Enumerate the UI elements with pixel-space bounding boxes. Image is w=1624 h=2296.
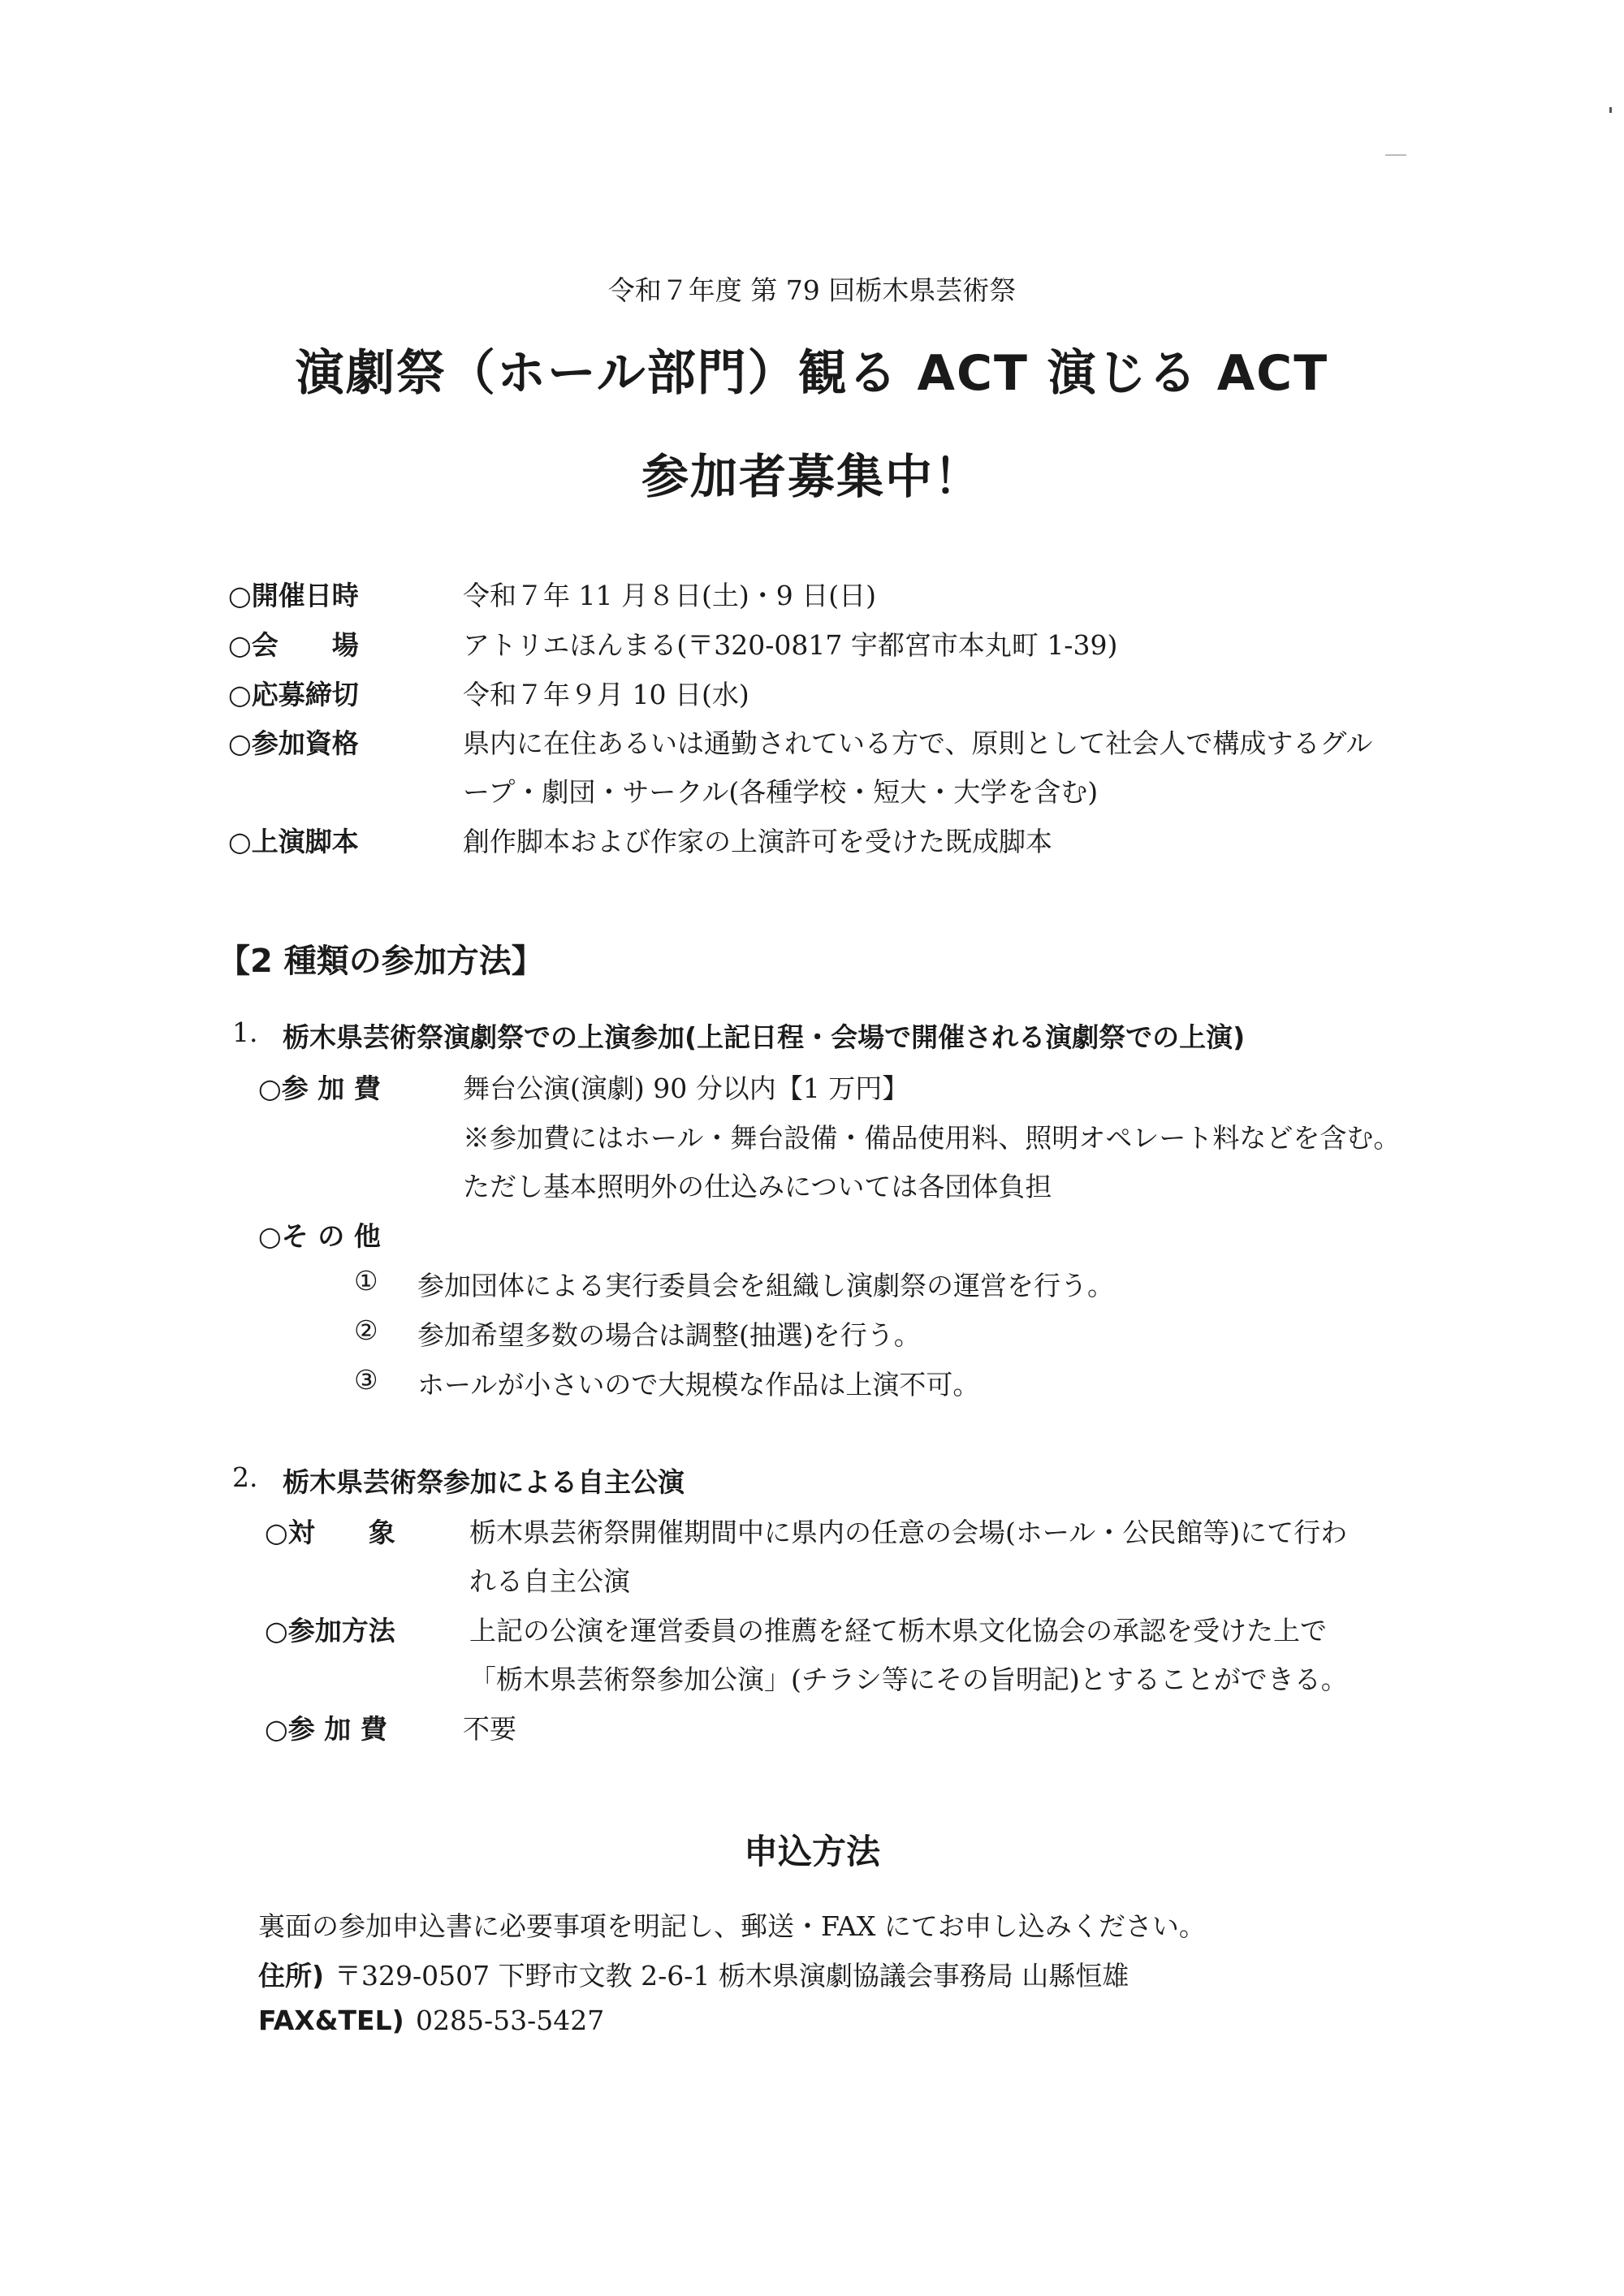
other-item-number: ② [354,1314,378,1346]
eligibility-value-cont: ープ・劇団・サークル(各種学校・短大・大学を含む) [463,776,1099,808]
other-item-number: ③ [354,1364,378,1396]
recruiting-banner: 参加者募集中！ [641,449,983,504]
apply-heading: 申込方法 [743,1832,880,1871]
method-1-number: 1. [232,1016,258,1048]
date-label: ○開催日時 [228,580,359,611]
method-1-other-label: ○そ の 他 [258,1220,381,1252]
fax-tel-label: FAX&TEL) [258,2005,404,2036]
other-item-text: 参加希望多数の場合は調整(抽選)を行う。 [417,1319,921,1351]
method-2-method-value: 上記の公演を運営委員の推薦を経て栃木県文化協会の承認を受けた上で [469,1615,1327,1646]
method-1-fee-value: 舞台公演(演劇) 90 分以内【1 万円】 [463,1072,909,1104]
apply-instructions: 裏面の参加申込書に必要事項を明記し、郵送・FAX にてお申し込みください。 [258,1910,1206,1942]
other-item-number: ① [354,1265,378,1297]
script-label: ○上演脚本 [228,826,359,857]
address-label: 住所) [258,1960,325,1992]
eligibility-label: ○参加資格 [228,727,359,759]
fax-tel-value: 0285-53-5427 [416,2005,605,2036]
date-value: 令和７年 11 月８日(土)・9 日(日) [463,580,876,611]
event-subtitle: 令和７年度 第 79 回栃木県芸術祭 [607,274,1017,306]
venue-label: ○会 場 [228,629,359,661]
method-2-fee-value: 不要 [463,1713,516,1745]
eligibility-value: 県内に在住あるいは通勤されている方で、原則として社会人で構成するグル [463,727,1373,759]
method-2-number: 2. [232,1461,258,1493]
method-1-fee-note: ※参加費にはホール・舞台設備・備品使用料、照明オペレート料などを含む。 [463,1122,1401,1154]
address-value: 〒329-0507 下野市文教 2-6-1 栃木県演劇協議会事務局 山縣恒雄 [335,1960,1129,1992]
method-2-fee-label: ○参 加 費 [265,1713,387,1745]
method-2-method-value-cont: 「栃木県芸術祭参加公演」(チラシ等にその旨明記)とすることができる。 [469,1664,1348,1695]
method-2-title: 栃木県芸術祭参加による自主公演 [283,1466,685,1498]
method-1-fee-note-cont: ただし基本照明外の仕込みについては各団体負担 [463,1171,1052,1202]
method-1-fee-label: ○参 加 費 [258,1072,381,1104]
methods-heading: 【2 種類の参加方法】 [218,943,544,980]
other-item-text: ホールが小さいので大規模な作品は上演不可。 [417,1369,980,1400]
method-2-target-value-cont: れる自主公演 [469,1565,630,1597]
method-2-target-value: 栃木県芸術祭開催期間中に県内の任意の会場(ホール・公民館等)にて行わ [469,1517,1348,1548]
venue-value: アトリエほんまる(〒320-0817 宇都宮市本丸町 1-39) [463,629,1118,661]
method-2-method-label: ○参加方法 [265,1615,395,1646]
deadline-label: ○応募締切 [228,679,359,710]
other-item-text: 参加団体による実行委員会を組織し演劇祭の運営を行う。 [417,1270,1114,1301]
method-1-title: 栃木県芸術祭演劇祭での上演参加(上記日程・会場で開催される演劇祭での上演) [283,1021,1246,1053]
script-value: 創作脚本および作家の上演許可を受けた既成脚本 [463,826,1052,857]
method-2-target-label: ○対 象 [265,1517,395,1548]
deadline-value: 令和７年９月 10 日(水) [463,679,749,710]
event-title: 演劇祭（ホール部門）観る ACT 演じる ACT [295,345,1329,402]
